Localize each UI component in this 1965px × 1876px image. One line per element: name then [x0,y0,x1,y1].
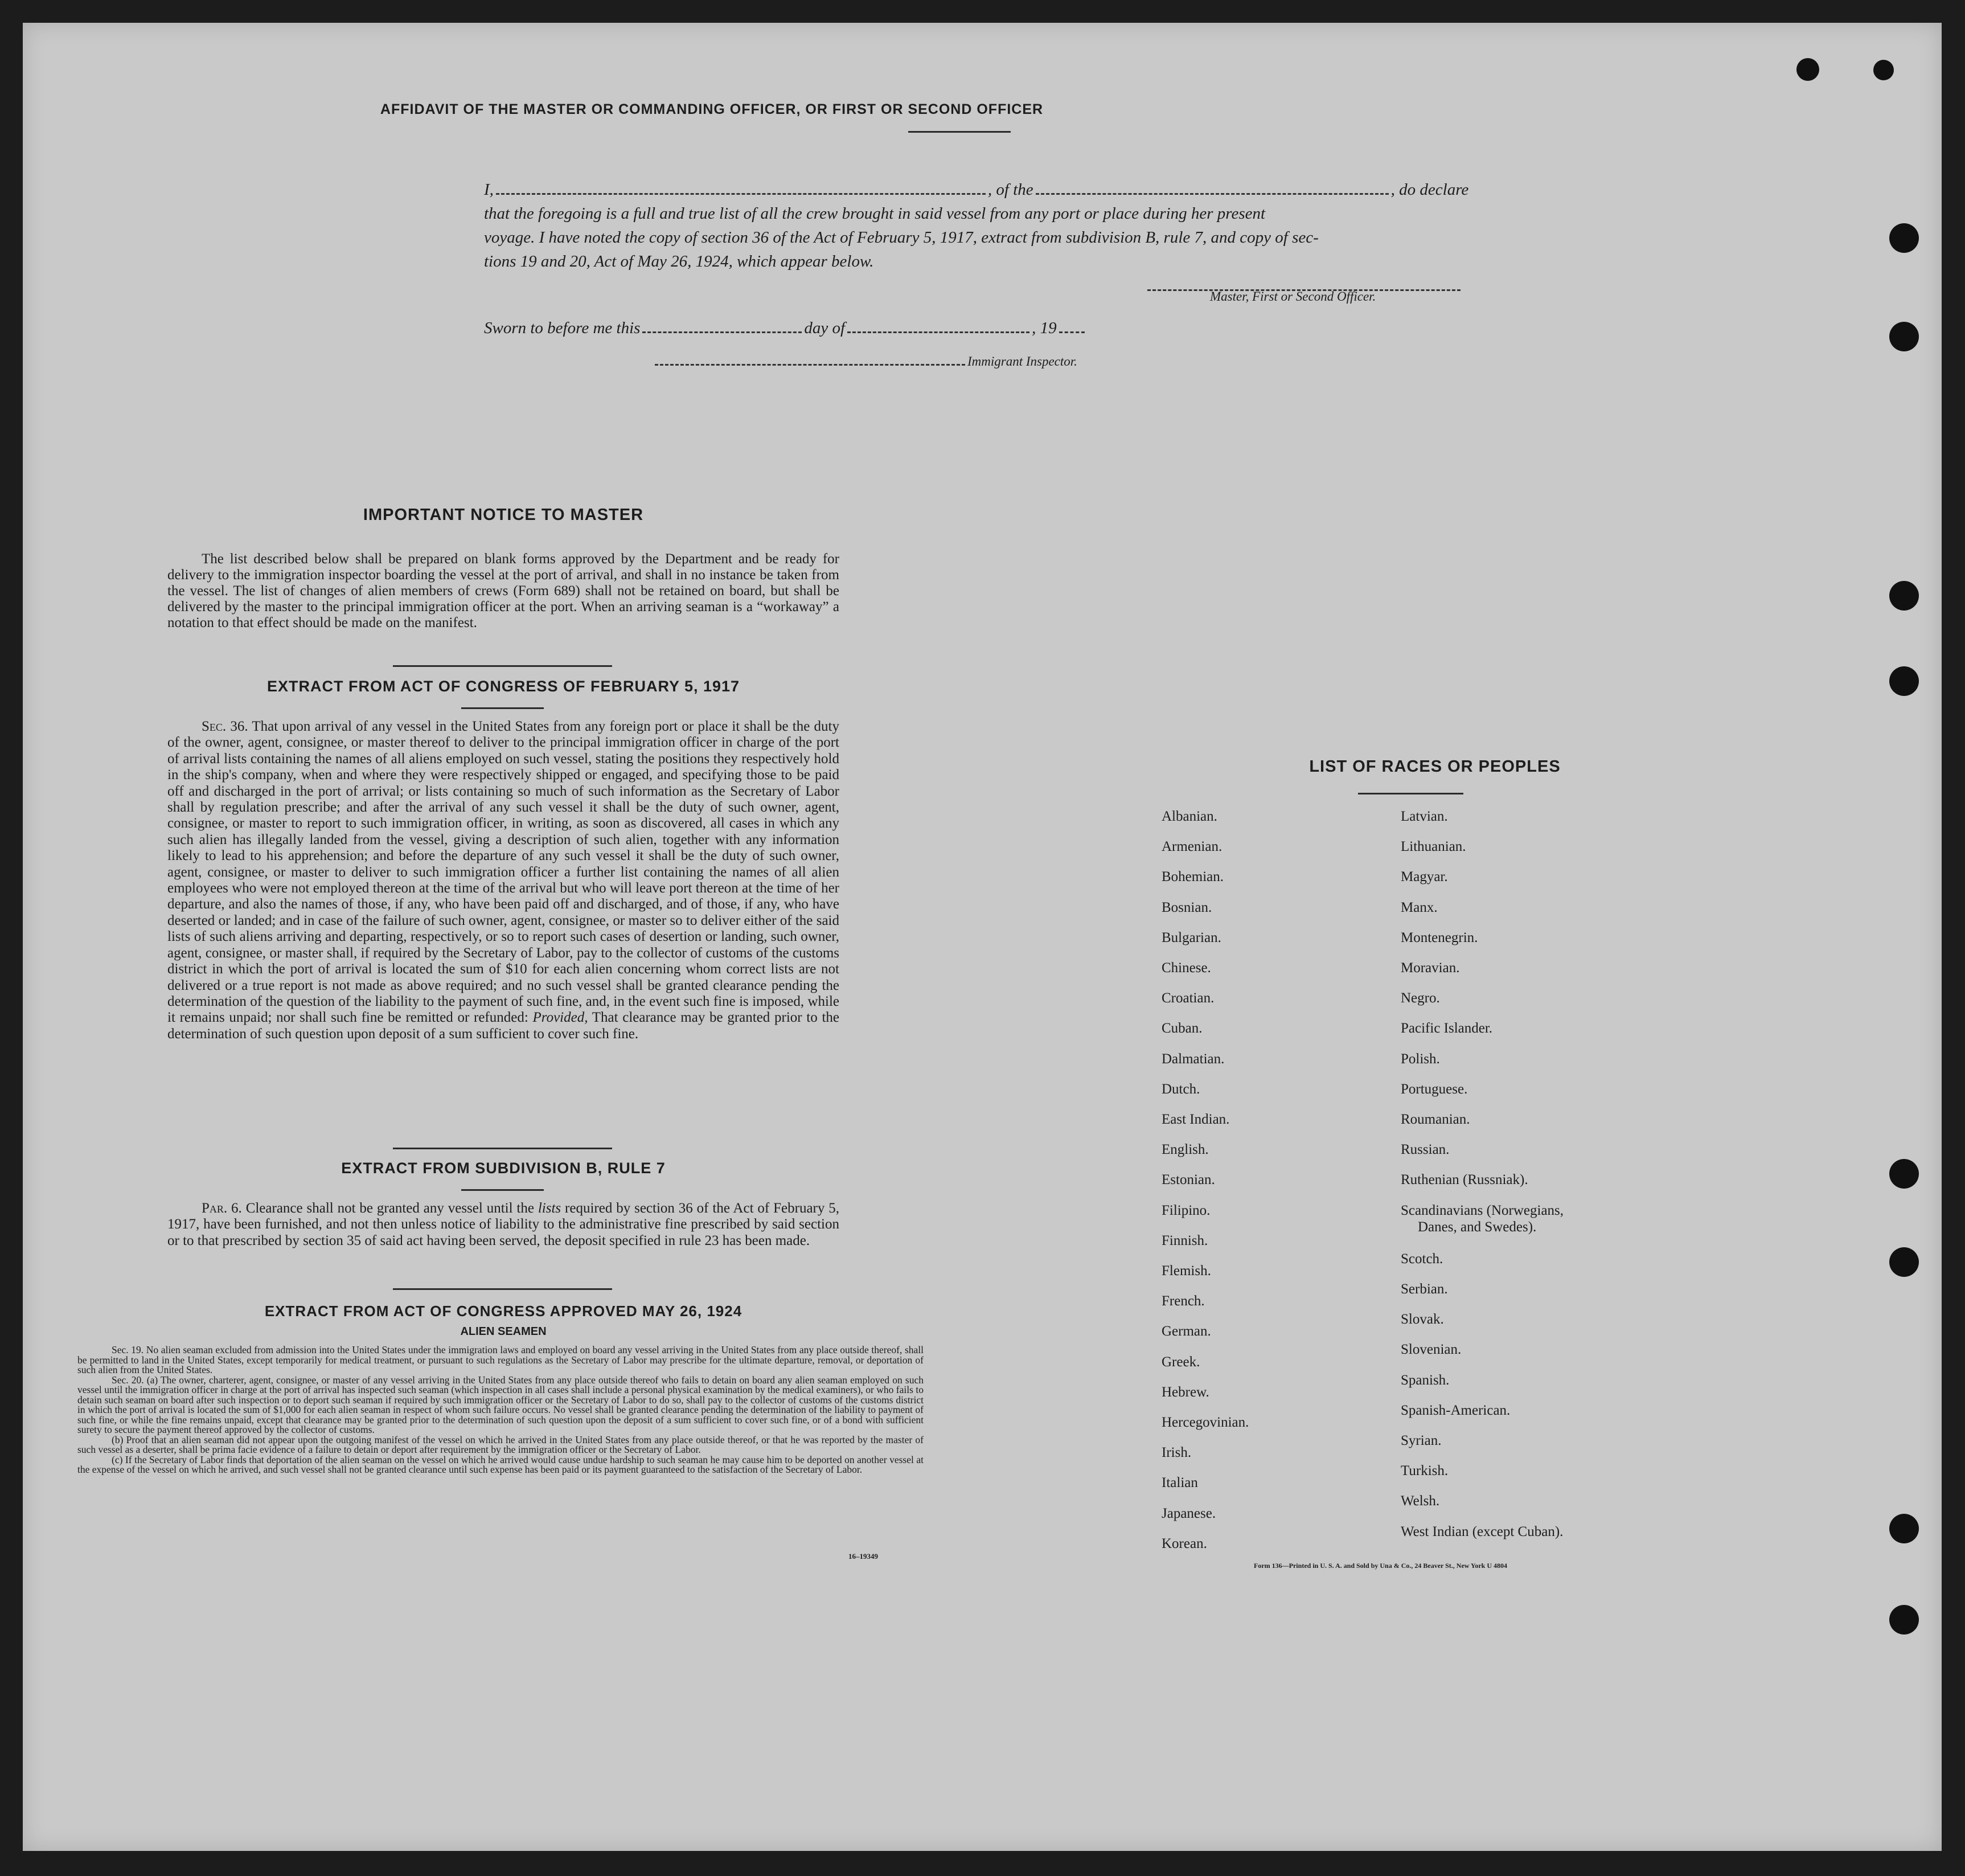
of-the-label: , of the [987,181,1033,199]
lists-word: lists [538,1201,561,1216]
race-item: Montenegrin. [1401,929,1478,945]
race-item: Italian [1162,1475,1198,1491]
race-item: Negro. [1401,990,1440,1006]
race-item: Dutch. [1162,1081,1200,1097]
sec-20a-text: Sec. 20. (a) The owner, charterer, agent, consignee, or master of any vessel arriving in the United States from any place outside thereof who fails to detain on board any alien seaman employed on such vessel until the immigration officer in charge at the port of arrival has inspected such seaman (which inspection in all cases shall include a personal physical examination by the medical examiners), or who fails to detain such seaman on board after such inspection or to deport such seaman if required by such immigration officer or the Secretary of Labor to do so, shall pay to the collector of customs of the customs district in which the port of arrival is located the sum of $1,000 for each alien seaman in respect of whom such failure occurs. No vessel shall be granted clearance pending the determination of the liability to payment of such fine, or while the fine remains unpaid, except that clearance may be granted prior to the determination of such question upon the deposit of a sum sufficient to cover such fine, or of a bond with sufficient surety to secure the payment thereof approved by the collector of customs. [77,1374,924,1435]
race-item: Irish. [1162,1445,1192,1461]
vessel-blank[interactable] [1036,193,1389,195]
race-item: Portuguese. [1401,1081,1468,1097]
binder-hole [1889,666,1919,696]
binder-hole [1796,58,1819,81]
race-item: Bohemian. [1162,869,1224,885]
affidavit-line1 [484,178,1520,202]
sworn-month-blank[interactable] [847,331,1029,333]
races-title: LIST OF RACES OR PEOPLES [1309,757,1561,776]
race-item: Scandinavians (Norwegians, [1401,1202,1564,1218]
notice-title: IMPORTANT NOTICE TO MASTER [363,506,644,524]
sec-19-text: Sec. 19. No alien seaman excluded from admission into the United States under the immigration laws and employed on board any vessel arriving in the United States from any place outside thereof, shall be permitted to land in the United States, except temporarily for medical treatment, or pursuant to such regulations as the Secretary of Labor may prescribe for the ultimate departure, removal, or deportation of such alien from the United States. [77,1344,924,1375]
print-number: 16–19349 [848,1552,878,1560]
affidavit-line2: that the foregoing is a full and true list of all the crew brought in said vessel from any port or place during her present [484,204,1266,223]
race-item: Scotch. [1401,1251,1443,1267]
binder-hole [1889,581,1919,611]
do-declare-label: , do declare [1390,181,1469,199]
race-item: Spanish. [1401,1372,1450,1388]
race-item: Manx. [1401,899,1438,915]
rule-7-body [167,1201,839,1249]
divider [393,1288,612,1290]
year-label: , 19 [1032,319,1057,337]
race-item: Latvian. [1401,809,1448,824]
inspector-signature-line[interactable] [655,364,965,366]
race-item: Syrian. [1401,1432,1442,1448]
form-sheet [23,23,1942,1851]
sec-20b-text: (b) Proof that an alien seaman did not appear upon the outgoing manifest of the vessel on which he arrived in the United States from any place outside thereof, or that he was reported by the master of such vessel as a deserter, shall be prima facie evidence of a failure to detain or deport after requirement by the immigration officer or the Secretary of Labor. [77,1433,924,1455]
sworn-year-blank[interactable] [1059,331,1085,333]
divider [393,665,612,667]
act-1924-title: EXTRACT FROM ACT OF CONGRESS APPROVED MAY 26, 1924 [264,1302,742,1320]
race-item: English. [1162,1142,1209,1158]
race-item: Bosnian. [1162,899,1212,915]
sworn-day-blank[interactable] [642,331,802,333]
race-item: Cuban. [1162,1021,1203,1037]
provided-text: That clearance may be granted prior to the determination of such question upon deposit of a sum sufficient to cover such fine. [167,1010,839,1042]
divider [393,1148,612,1149]
binder-hole [1889,322,1919,351]
race-item: Croatian. [1162,990,1215,1006]
name-blank[interactable] [496,193,986,195]
race-item: Chinese. [1162,960,1211,976]
race-item: Welsh. [1401,1493,1440,1509]
race-item: Moravian. [1401,960,1460,976]
sworn-line [484,319,1087,338]
race-item: Lithuanian. [1401,839,1466,855]
race-item: Armenian. [1162,839,1223,855]
race-item: Hercegovinian. [1162,1415,1249,1430]
race-item: West Indian (except Cuban). [1401,1523,1564,1539]
binder-hole [1873,60,1894,80]
provided-label: Provided, [532,1010,588,1026]
race-item: Filipino. [1162,1202,1211,1218]
race-item: Dalmatian. [1162,1051,1225,1067]
race-item: Roumanian. [1401,1112,1470,1127]
master-caption: Master, First or Second Officer. [1210,289,1376,304]
par-6-text-b: required by section 36 of the Act of February 5, 1917, have been furnished, and not then unless notice of liability to the administrative fine prescribed by said section or to that prescribed by section 35 of said act having been served, the deposit specified in rule 23 has been made. [167,1201,839,1248]
race-item: Russian. [1401,1142,1450,1158]
inspector-caption: Immigrant Inspector. [967,354,1077,368]
sec-36-label: Sec. 36. [202,719,248,734]
race-item: Slovak. [1401,1312,1444,1328]
race-item: German. [1162,1324,1211,1340]
race-item: Danes, and Swedes). [1418,1219,1537,1235]
binder-hole [1889,223,1919,253]
par-6-label: Par. 6. [202,1201,242,1216]
race-item: Slovenian. [1401,1342,1462,1358]
sec-20c-text: (c) If the Secretary of Labor finds that deportation of the alien seaman on the vessel on which he arrived would cause undue hardship to such seaman he may cause him to be deported on another vessel at the expense of the vessel on which he arrived, and such vessel shall not be granted clearance until such expense has been paid or its payment guaranteed to the satisfaction of the Secretary of Labor. [77,1453,924,1475]
rule-7-title: EXTRACT FROM SUBDIVISION B, RULE 7 [341,1160,666,1177]
race-item: Pacific Islander. [1401,1021,1493,1037]
affidavit-line3: voyage. I have noted the copy of section 36 of the Act of February 5, 1917, extract from subdivision B, rule 7, and copy of sec- [484,228,1319,247]
binder-hole [1889,1247,1919,1277]
affidavit-title: AFFIDAVIT OF THE MASTER OR COMMANDING OFFICER, OR FIRST OR SECOND OFFICER [380,101,1044,117]
race-item: Greek. [1162,1354,1200,1370]
affidavit-line4: tions 19 and 20, Act of May 26, 1924, which appear below. [484,252,874,271]
sec-36-text: That upon arrival of any vessel in the United States from any foreign port or place it shall be the duty of the owner, agent, consignee, or master thereof to deliver to the principal immigration officer in charge of the port of arrival lists containing the names of all aliens employed on such vessel, stating the positions they respectively hold in the ship's company, when and where they were respectively shipped or engaged, and specifying those to be paid off and discharged in the port of arrival; or lists containing so much of such information as the Secretary of Labor shall by regulation prescribe; and after the arrival of any such vessel it shall be the duty of such owner, agent, consignee, or master to report to such immigration officer, in writing, as soon as discovered, all cases in which any such alien has illegally landed from the vessel, giving a description of such alien, together with any information likely to lead to his apprehension; and before the departure of any such vessel it shall be the duty of such owner, agent, consignee, or master to deliver to such immigration officer a further list containing the names of all alien employees who were not employed thereon at the time of the arrival but who will leave port thereon at the time of her departure, and also the names of those, if any, who have been paid off and discharged, and of those, if any, who have deserted or landed; and in case of the failure of such owner, agent, consignee, or master so to deliver either of the said lists of such aliens arriving and departing, respectively, or so to report such cases of desertion or landing, such owner, agent, consignee, or master shall, if required by the Secretary of Labor, pay to the collector of customs of the customs district in which the port of arrival is located the sum of $10 for each alien concerning whom correct lists are not delivered or a true report is not made as above required; and no such vessel shall be granted clearance pending the determination of the question of the liability to the payment of such fine, and, in the event such fine is imposed, while it remains unpaid; nor shall such fine be remitted or refunded: [167,719,839,1026]
race-item: French. [1162,1293,1205,1309]
day-of-label: day of [804,319,846,337]
race-item: Ruthenian (Russniak). [1401,1172,1528,1188]
par-6-text-a: Clearance shall not be granted any vessel until the [245,1201,534,1216]
race-item: Spanish-American. [1401,1402,1511,1418]
binder-hole [1889,1514,1919,1543]
race-item: Finnish. [1162,1232,1208,1248]
alien-seamen-subtitle: ALIEN SEAMEN [460,1325,547,1338]
race-item: Albanian. [1162,809,1217,824]
sworn-label: Sworn to before me this [484,319,641,337]
divider [461,1189,544,1191]
race-item: East Indian. [1162,1112,1230,1127]
notice-body: The list described below shall be prepared on blank forms approved by the Department and be ready for delivery to the immigration inspector boarding the vessel at the port of arrival, and shall in no instance be taken from the vessel. The list of changes of alien members of crews (Form 689) shall not be retained on board, but shall be delivered by the master to the principal immigration officer at the port. When an arriving seaman is a “workaway” a notation to that effect should be made on the manifest. [167,551,839,630]
race-item: Polish. [1401,1051,1440,1067]
race-item: Turkish. [1401,1463,1449,1479]
race-item: Korean. [1162,1535,1207,1551]
affidavit-declaration [484,178,1520,273]
inspector-line [655,354,1077,369]
binder-hole [1889,1605,1919,1635]
race-item: Hebrew. [1162,1384,1209,1400]
races-title-rule [1358,793,1463,794]
race-item: Flemish. [1162,1263,1211,1279]
act-1917-title: EXTRACT FROM ACT OF CONGRESS OF FEBRUARY 5, 1917 [266,678,740,695]
title-rule [908,131,1011,133]
affidavit-i-label: I, [484,181,494,199]
divider [461,707,544,709]
race-item: Bulgarian. [1162,929,1221,945]
form-footer: Form 136—Printed in U. S. A. and Sold by Una & Co., 24 Beaver St., New York U 4804 [1254,1562,1508,1570]
binder-hole [1889,1159,1919,1189]
race-item: Estonian. [1162,1172,1215,1188]
race-item: Serbian. [1401,1281,1448,1297]
act-1917-body [167,719,839,1042]
race-item: Magyar. [1401,869,1448,885]
race-item: Japanese. [1162,1505,1216,1521]
act-1924-body [77,1345,924,1475]
